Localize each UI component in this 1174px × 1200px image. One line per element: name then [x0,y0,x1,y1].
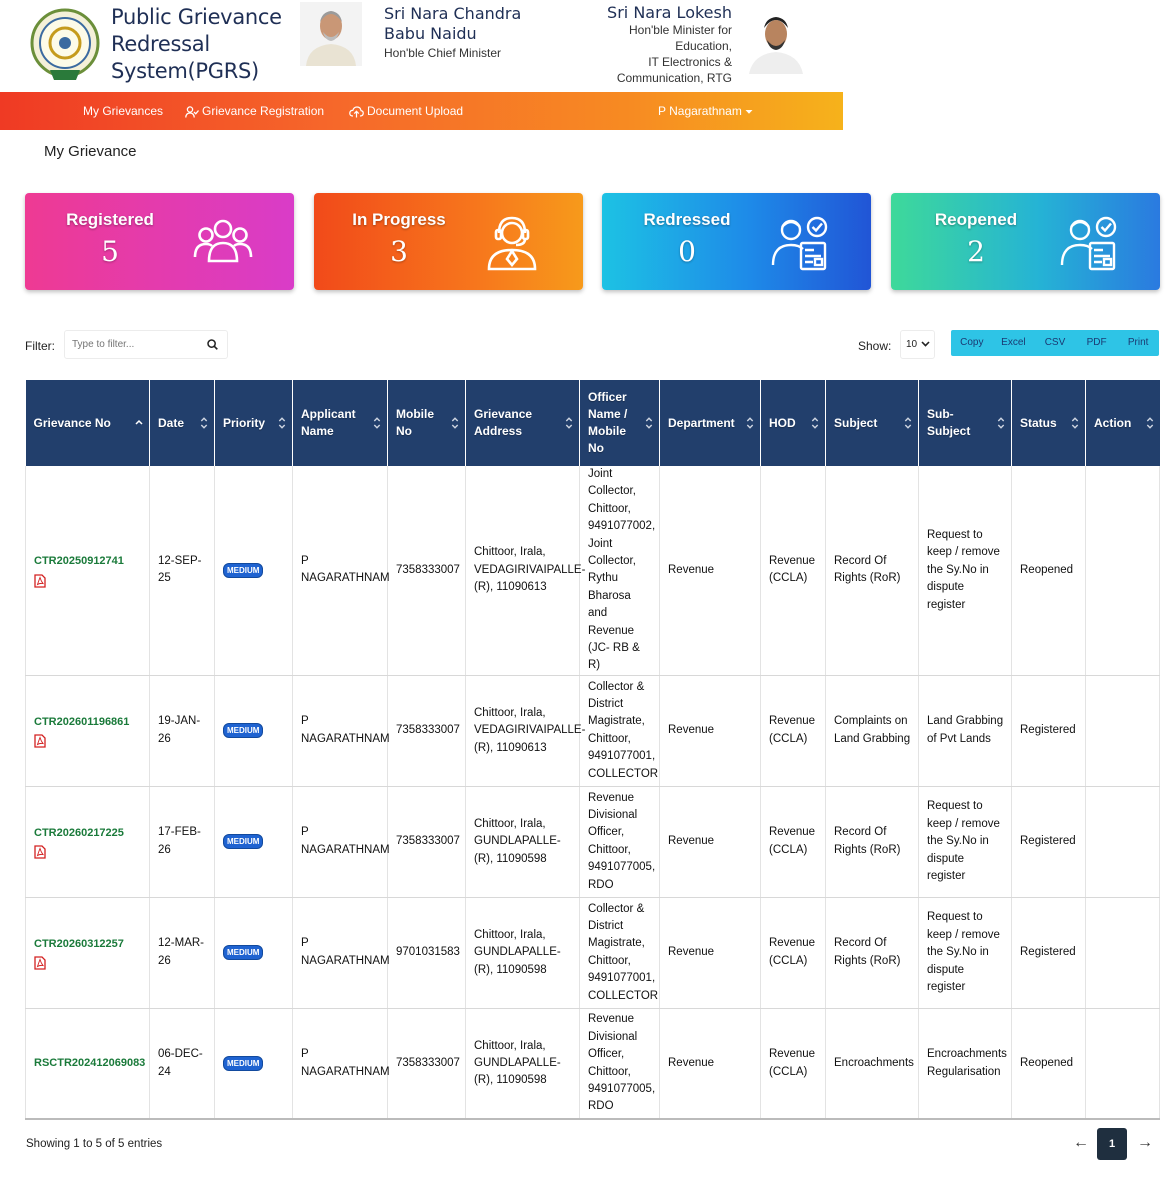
cell-hod: Revenue (CCLA) [761,1008,826,1119]
minister-name: Sri Nara Lokesh [607,3,732,22]
cell-grievance-no [26,897,150,1008]
officer-approved-icon [1058,213,1120,271]
col-header-label: Sub-Subject [927,407,971,438]
headset-agent-icon [481,213,543,271]
col-header-priority[interactable] [215,380,293,466]
col-header-date[interactable] [150,380,215,466]
priority-badge: MEDIUM [223,834,263,849]
filter-label: Filter: [25,339,55,353]
chief-minister-info [384,4,521,60]
cell-address: Chittoor, Irala, VEDAGIRIVAIPALLE-(R), 11090613 [466,675,580,786]
nav-grievance-registration[interactable] [185,92,324,130]
filter-box [64,330,228,359]
search-icon[interactable] [207,339,218,350]
nav-document-upload[interactable] [349,92,463,130]
table-row [26,786,1160,897]
pdf-icon[interactable] [34,956,46,970]
ap-emblem-icon [30,8,100,82]
minister-info [607,4,732,86]
cell-status: Reopened [1012,1008,1086,1119]
site-header [0,0,843,92]
cell-grievance-no [26,1008,150,1119]
sort-icon [811,416,819,430]
col-header-label: HOD [769,415,796,430]
grievance-link[interactable]: RSCTR202412069083 [34,1056,146,1069]
priority-badge: MEDIUM [223,563,263,578]
col-header-label: Action [1094,415,1132,430]
col-header-action[interactable] [1086,380,1160,466]
page-length-select[interactable] [900,330,935,359]
table-row [26,675,1160,786]
col-header-sub-subject[interactable] [919,380,1012,466]
sort-asc-icon [135,416,143,430]
copy-button[interactable]: Copy [960,337,984,348]
stat-card-count: 2 [967,235,985,268]
sort-icon [1146,416,1154,430]
sort-icon [1071,416,1079,430]
cell-subject: Record Of Rights (RoR) [826,897,919,1008]
cell-action[interactable] [1086,1008,1160,1119]
col-header-status[interactable] [1012,380,1086,466]
cell-applicant: P NAGARATHNAM [293,897,388,1008]
user-menu[interactable] [658,92,756,130]
minister-photo [745,10,807,74]
stat-card-label: Redressed [643,210,731,229]
sort-icon [904,416,912,430]
cell-grievance-no [26,786,150,897]
site-title [111,4,282,85]
cell-department: Revenue [660,786,761,897]
col-header-grievance-no[interactable] [26,380,150,466]
stat-card-count: 5 [101,235,119,268]
sort-icon [373,416,381,430]
col-header-label: Grievance No [33,415,111,430]
site-title-line: Redressal [111,32,210,56]
grievance-table [25,380,1160,1120]
print-button[interactable]: Print [1127,337,1149,348]
cell-officer: Revenue Divisional Officer, Chittoor, 9491077005, RDO [580,1008,660,1119]
cell-date: 12-SEP-25 [150,466,215,675]
col-header-hod[interactable] [761,380,826,466]
grievance-link[interactable]: CTR20250912741 [34,555,124,568]
caret-down-icon [745,109,753,115]
pdf-button[interactable]: PDF [1086,337,1107,348]
cell-sub-subject: Request to keep / remove the Sy.No in dispute register [919,897,1012,1008]
site-title-line: Public Grievance [111,5,282,29]
col-header-label: Grievance Address [474,407,533,438]
stat-card-label: Reopened [934,210,1018,229]
cell-address: Chittoor, Irala, VEDAGIRIVAIPALLE-(R), 11090613 [466,466,580,675]
col-header-grievance-address[interactable] [466,380,580,466]
cm-role: Hon'ble Chief Minister [384,46,502,60]
cell-mobile: 9701031583 [388,897,466,1008]
stat-card-in-progress[interactable] [314,193,583,290]
cell-action[interactable] [1086,466,1160,675]
cell-mobile: 7358333007 [388,675,466,786]
cell-sub-subject: Encroachments Regularisation [919,1008,1012,1119]
page-length-value: 10 [906,339,918,350]
cell-department: Revenue [660,897,761,1008]
stat-card-label: In Progress [352,210,446,229]
table-header-row [26,380,1160,466]
cell-department: Revenue [660,1008,761,1119]
cell-priority [215,897,293,1008]
chevron-down-icon [921,341,930,347]
minister-role-line: IT Electronics & [648,55,732,69]
grievance-link[interactable]: CTR20260217225 [34,826,124,839]
cell-applicant: P NAGARATHNAM [293,466,388,675]
sort-icon [451,416,459,430]
cell-sub-subject: Land Grabbing of Pvt Lands [919,675,1012,786]
priority-badge: MEDIUM [223,723,263,738]
cm-name-line: Sri Nara Chandra [384,4,522,23]
users-icon [192,213,254,271]
col-header-label: Department [668,415,735,430]
table-row [26,1008,1160,1119]
stat-card-label: Registered [66,210,154,229]
cell-applicant: P NAGARATHNAM [293,1008,388,1119]
pagination-page-1[interactable]: 1 [1097,1128,1127,1160]
minister-role-line: Communication, RTG [616,71,732,85]
cell-status: Registered [1012,786,1086,897]
officer-approved-icon [769,213,831,271]
sort-icon [997,416,1005,430]
cell-applicant: P NAGARATHNAM [293,786,388,897]
cell-hod: Revenue (CCLA) [761,786,826,897]
cell-grievance-no [26,675,150,786]
cell-mobile: 7358333007 [388,466,466,675]
minister-role-line: Education, [675,39,732,53]
cell-mobile: 7358333007 [388,786,466,897]
sort-icon [278,416,286,430]
cell-officer: Joint Collector, Chittoor, 9491077002, Joint Collector, Rythu Bharosa and Revenue (JC- RB & R) [580,466,660,675]
pdf-icon[interactable] [34,574,46,588]
cell-applicant: P NAGARATHNAM [293,675,388,786]
site-title-line: System(PGRS) [111,59,259,83]
cell-priority [215,466,293,675]
col-header-department[interactable] [660,380,761,466]
cell-hod: Revenue (CCLA) [761,466,826,675]
cell-address: Chittoor, Irala, GUNDLAPALLE-(R), 11090598 [466,786,580,897]
excel-button[interactable]: Excel [1001,337,1026,348]
cell-status: Registered [1012,675,1086,786]
stat-card-registered[interactable] [25,193,294,290]
cell-subject: Encroachments [826,1008,919,1119]
export-button-group [951,330,1159,356]
col-header-mobile-no[interactable] [388,380,466,466]
priority-badge: MEDIUM [223,1056,263,1071]
nav-my-grievances[interactable] [83,92,163,130]
cm-name-line: Babu Naidu [384,24,477,43]
cell-action[interactable] [1086,897,1160,1008]
pdf-icon[interactable] [34,845,46,859]
table-row [26,897,1160,1008]
nav-my-grievances-label: My Grievances [83,104,164,118]
cell-officer: Collector & District Magistrate, Chittoor, 9491077001, COLLECTOR [580,675,660,786]
cell-date: 06-DEC-24 [150,1008,215,1119]
cell-department: Revenue [660,675,761,786]
col-header-label: Status [1020,415,1057,430]
col-header-officer[interactable] [580,380,660,466]
sort-icon [565,416,573,430]
cell-address: Chittoor, Irala, GUNDLAPALLE-(R), 11090598 [466,897,580,1008]
show-label: Show: [858,339,892,353]
pdf-icon[interactable] [34,734,46,748]
stat-card-reopened[interactable] [891,193,1160,290]
cell-date: 17-FEB-26 [150,786,215,897]
col-header-label: Mobile No [396,407,434,438]
cell-address: Chittoor, Irala, GUNDLAPALLE-(R), 11090598 [466,1008,580,1119]
col-header-label: Subject [834,415,878,430]
sort-icon [645,416,653,430]
cell-priority [215,675,293,786]
stat-card-count: 3 [390,235,408,268]
chief-minister-photo [300,2,362,66]
grievance-link[interactable]: CTR20260312257 [34,937,124,950]
page-title: My Grievance [44,143,137,160]
grievance-link[interactable]: CTR202601196861 [34,715,130,728]
csv-button[interactable]: CSV [1044,337,1066,348]
cell-sub-subject: Request to keep / remove the Sy.No in dispute register [919,786,1012,897]
cell-status: Reopened [1012,466,1086,675]
cell-mobile: 7358333007 [388,1008,466,1119]
cell-officer: Collector & District Magistrate, Chittoor, 9491077001, COLLECTOR [580,897,660,1008]
cell-priority [215,1008,293,1119]
stat-card-count: 0 [678,235,696,268]
col-header-label: Priority [223,415,266,430]
cell-officer: Revenue Divisional Officer, Chittoor, 9491077005, RDO [580,786,660,897]
nav-upload-label: Document Upload [367,104,464,118]
cell-action[interactable] [1086,675,1160,786]
sort-icon [746,416,754,430]
cell-subject: Record Of Rights (RoR) [826,466,919,675]
col-header-label: Date [158,415,185,430]
cell-grievance-no [26,466,150,675]
pagination-next-button[interactable]: → [1137,1134,1153,1151]
stat-card-redressed[interactable] [602,193,871,290]
cell-sub-subject: Request to keep / remove the Sy.No in dispute register [919,466,1012,675]
cell-hod: Revenue (CCLA) [761,897,826,1008]
main-navbar [0,92,843,130]
priority-badge: MEDIUM [223,945,263,960]
col-header-subject[interactable] [826,380,919,466]
cell-status: Registered [1012,897,1086,1008]
table-row [26,466,1160,675]
cell-date: 12-MAR-26 [150,897,215,1008]
user-menu-label: P Nagarathnam [658,104,742,118]
cell-department: Revenue [660,466,761,675]
col-header-label: Officer Name / Mobile No [588,390,628,455]
col-header-applicant-name[interactable] [293,380,388,466]
cloud-upload-icon [349,106,364,118]
cell-subject: Record Of Rights (RoR) [826,786,919,897]
cell-priority [215,786,293,897]
entries-info: Showing 1 to 5 of 5 entries [26,1138,163,1150]
nav-registration-label: Grievance Registration [202,104,325,118]
cell-action[interactable] [1086,786,1160,897]
cell-hod: Revenue (CCLA) [761,675,826,786]
minister-role-line: Hon'ble Minister for [629,23,732,37]
filter-input[interactable] [65,331,195,358]
cell-date: 19-JAN-26 [150,675,215,786]
pagination-prev-button[interactable]: ← [1073,1134,1089,1151]
col-header-label: Applicant Name [301,407,356,438]
sort-icon [200,416,208,430]
cell-subject: Complaints on Land Grabbing [826,675,919,786]
user-check-icon [185,106,199,118]
